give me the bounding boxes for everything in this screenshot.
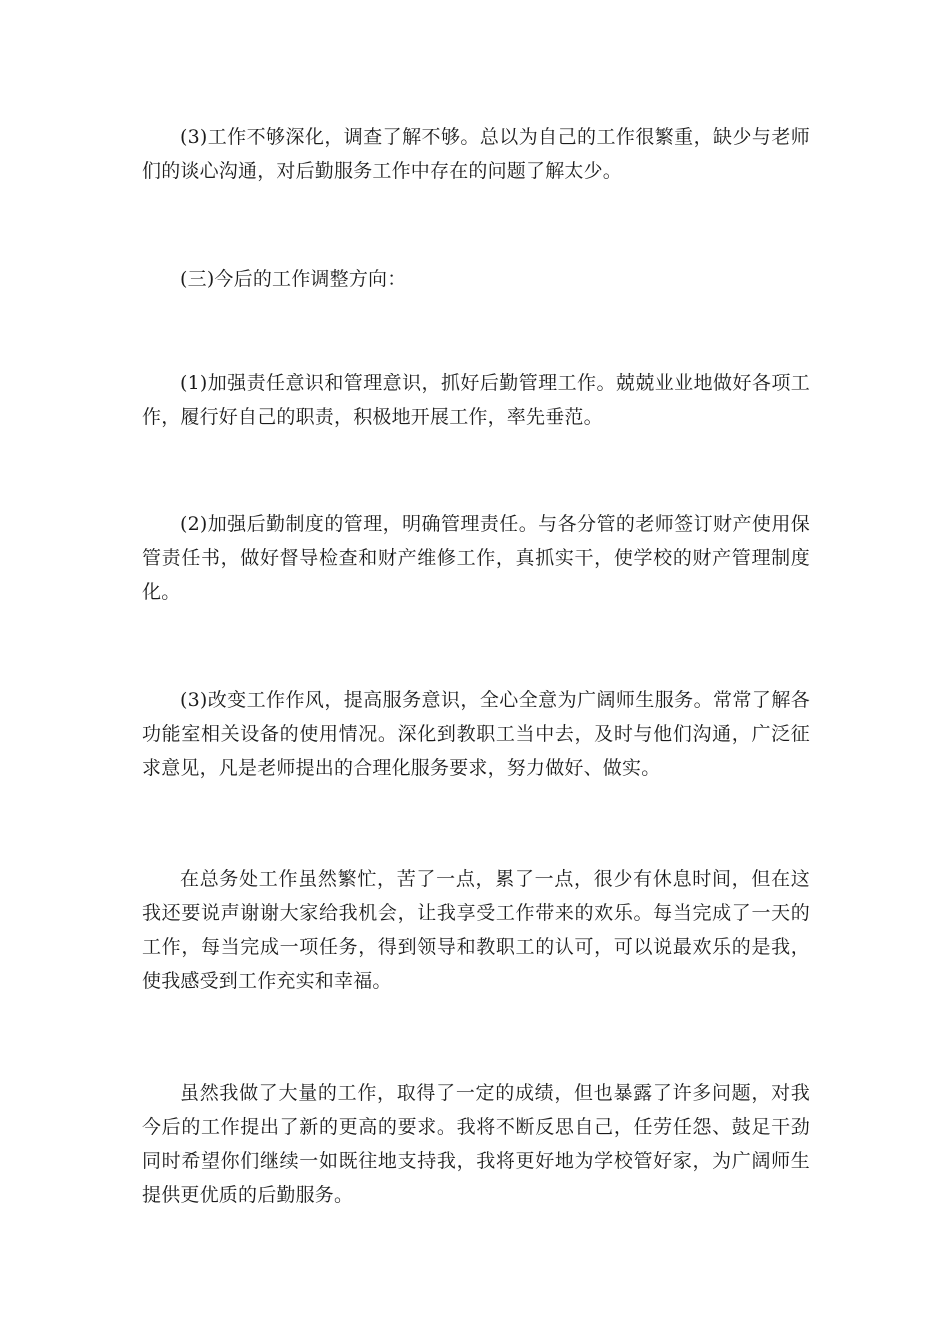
paragraph-shortcoming-3: (3)工作不够深化，调查了解不够。总以为自己的工作很繁重，缺少与老师们的谈心沟通，对后勤服务工作中存在的问题了解太少。 (142, 126, 810, 182)
paragraph-adjustment-1: (1)加强责任意识和管理意识，抓好后勤管理工作。兢兢业业地做好各项工作，履行好自己的职责，积极地开展工作，率先垂范。 (142, 372, 810, 428)
paragraph-conclusion: 虽然我做了大量的工作，取得了一定的成绩，但也暴露了许多问题，对我今后的工作提出了新的更高的要求。我将不断反思自己，任劳任怨、鼓足干劲同时希望你们继续一如既往地支持我，我将更好地为学校管好家，为广阔师生提供更优质的后勤服务。 (142, 1082, 810, 1206)
paragraph-adjustment-2: (2)加强后勤制度的管理，明确管理责任。与各分管的老师签订财产使用保管责任书，做好督导检查和财产维修工作，真抓实干，使学校的财产管理制度化。 (142, 513, 810, 603)
paragraph-reflection: 在总务处工作虽然繁忙，苦了一点，累了一点，很少有休息时间，但在这我还要说声谢谢大家给我机会，让我享受工作带来的欢乐。每当完成了一天的工作，每当完成一项任务，得到领导和教职工的认可，可以说最欢乐的是我，使我感受到工作充实和幸福。 (142, 868, 810, 992)
section-heading-future-direction: (三)今后的工作调整方向： (180, 268, 407, 290)
paragraph-adjustment-3: (3)改变工作作风，提高服务意识，全心全意为广阔师生服务。常常了解各功能室相关设备的使用情况。深化到教职工当中去，及时与他们沟通，广泛征求意见，凡是老师提出的合理化服务要求，努力做好、做实。 (142, 689, 810, 779)
